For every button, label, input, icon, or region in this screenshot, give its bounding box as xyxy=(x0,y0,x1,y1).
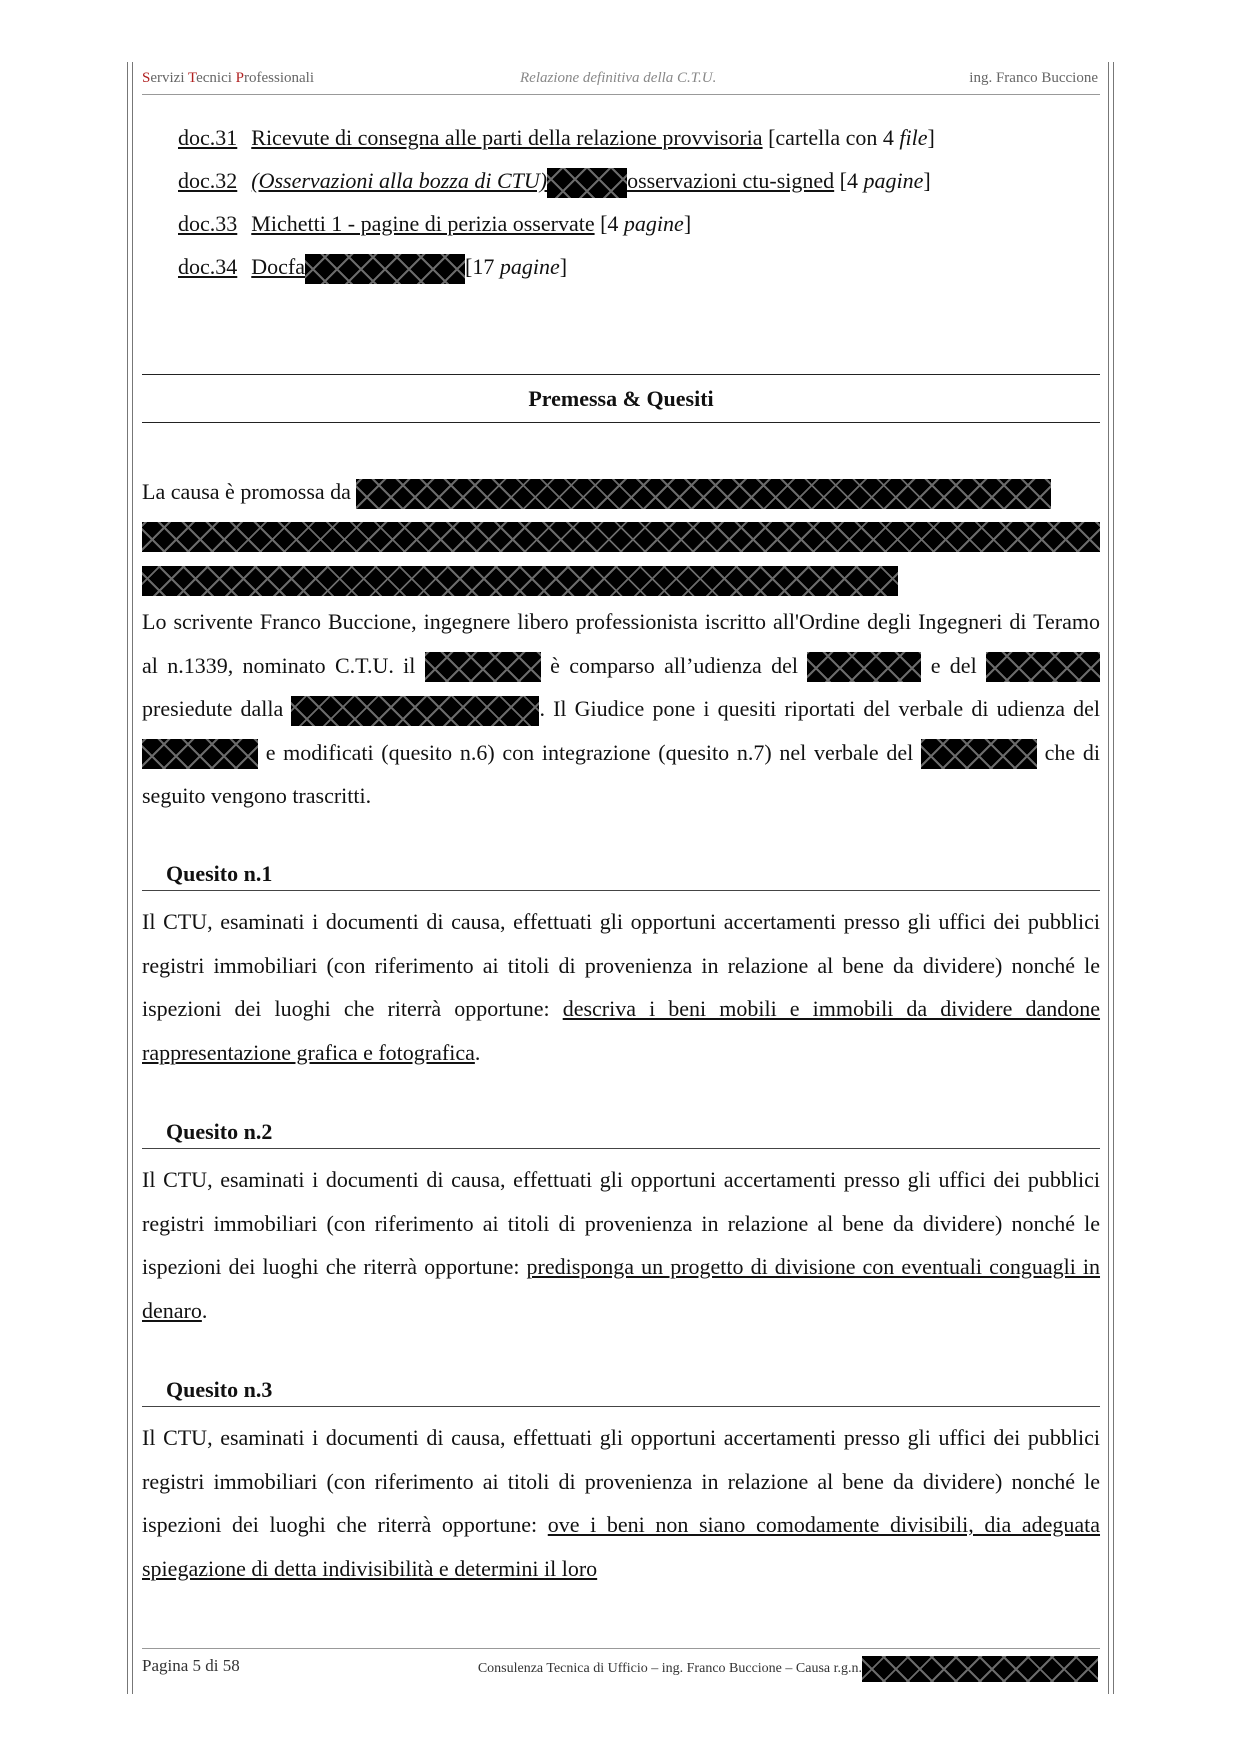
intro-paragraph-2: Lo scrivente Franco Buccione, ingegnere libero professionista iscritto all'Ordine degli Ingegneri di Teramo al n.1339, nominato C.T.U. il è comparso all’udienza del e del presiedute dalla . Il Giudice pone i quesiti riportati del verbale di udienza del e modificati (quesito n.6) con integrazione (quesito n.7) nel verbale del che di seguito vengono trascritti. xyxy=(142,609,1101,808)
intro-paragraph-1: La causa è promossa da xyxy=(142,470,1100,601)
list-item: doc.34 Docfa [17 pagine] xyxy=(178,245,1100,288)
redaction-block xyxy=(986,652,1100,682)
document-list xyxy=(178,116,1100,288)
redaction-block xyxy=(547,168,627,198)
quesito-heading: Quesito n.1 xyxy=(142,858,1100,891)
doc-title: Michetti 1 - pagine di perizia osservate xyxy=(251,211,595,236)
list-item: doc.31 Ricevute di consegna alle parti della relazione provvisoria [cartella con 4 file] xyxy=(178,125,935,150)
page-frame-right-outer xyxy=(1113,62,1114,1694)
header-center: Relazione definitiva della C.T.U. xyxy=(520,70,717,86)
redaction-block xyxy=(425,652,541,682)
doc-ref: doc.31 xyxy=(178,125,238,150)
page-frame-left-inner xyxy=(132,62,133,1694)
quesito-text: Il CTU, esaminati i documenti di causa, effettuati gli opportuni accertamenti presso gli uffici dei pubblici registri immobiliari (con riferimento ai titoli di provenienza in relazione al bene da dividere) nonché le ispezioni dei luoghi che riterrà opportune: predisponga un progetto di divisione con eventuali conguagli in denaro. xyxy=(142,1167,1101,1323)
redaction-block xyxy=(142,522,1100,552)
header-right: ing. Franco Buccione xyxy=(969,70,1098,86)
page-frame-left-outer xyxy=(127,62,128,1694)
page-frame-right-inner xyxy=(1108,62,1109,1694)
list-item: doc.32 (Osservazioni alla bozza di CTU) osservazioni ctu-signed [4 pagine] xyxy=(178,159,1100,202)
doc-ref: doc.34 xyxy=(178,254,238,279)
list-item: doc.33 Michetti 1 - pagine di perizia osservate [4 pagine] xyxy=(178,211,692,236)
header-left: Servizi Tecnici Professionali xyxy=(142,70,314,86)
quesito-text: Il CTU, esaminati i documenti di causa, effettuati gli opportuni accertamenti presso gli uffici dei pubblici registri immobiliari (con riferimento ai titoli di provenienza in relazione al bene da dividere) nonché le ispezioni dei luoghi che riterrà opportune: descriva i beni mobili e immobili da dividere dandone rappresentazione grafica e fotografica. xyxy=(142,909,1101,1065)
redaction-block xyxy=(921,739,1037,769)
doc-title-italic: (Osservazioni alla bozza di CTU) xyxy=(251,168,548,193)
redaction-block xyxy=(142,739,258,769)
redaction-block xyxy=(356,479,1051,509)
doc-ref: doc.32 xyxy=(178,168,238,193)
quesito-text: Il CTU, esaminati i documenti di causa, effettuati gli opportuni accertamenti presso gli uffici dei pubblici registri immobiliari (con riferimento ai titoli di provenienza in relazione al bene da dividere) nonché le ispezioni dei luoghi che riterrà opportune: ove i beni non siano comodamente divisibili, dia adeguata spiegazione di detta indivisibilità e determini il loro xyxy=(142,1425,1101,1581)
document-list-block xyxy=(142,116,1100,288)
header-rule xyxy=(142,94,1100,95)
quesito-heading: Quesito n.3 xyxy=(142,1374,1100,1407)
footer-rule xyxy=(142,1648,1100,1649)
doc-title: Ricevute di consegna alle parti della relazione provvisoria xyxy=(251,125,763,150)
section-title: Premessa & Quesiti xyxy=(142,374,1100,423)
doc-ref: doc.33 xyxy=(178,211,238,236)
redaction-block xyxy=(142,566,898,596)
quesito-heading: Quesito n.2 xyxy=(142,1116,1100,1149)
redaction-block xyxy=(305,254,465,284)
redaction-block xyxy=(862,1656,1098,1682)
redaction-block xyxy=(291,696,539,726)
footer-right: Consulenza Tecnica di Ufficio – ing. Franco Buccione – Causa r.g.n. xyxy=(478,1656,1098,1682)
doc-title: Docfa xyxy=(251,254,306,279)
redaction-block xyxy=(807,652,921,682)
page-number: Pagina 5 di 58 xyxy=(142,1656,240,1675)
doc-title: osservazioni ctu-signed xyxy=(627,168,835,193)
